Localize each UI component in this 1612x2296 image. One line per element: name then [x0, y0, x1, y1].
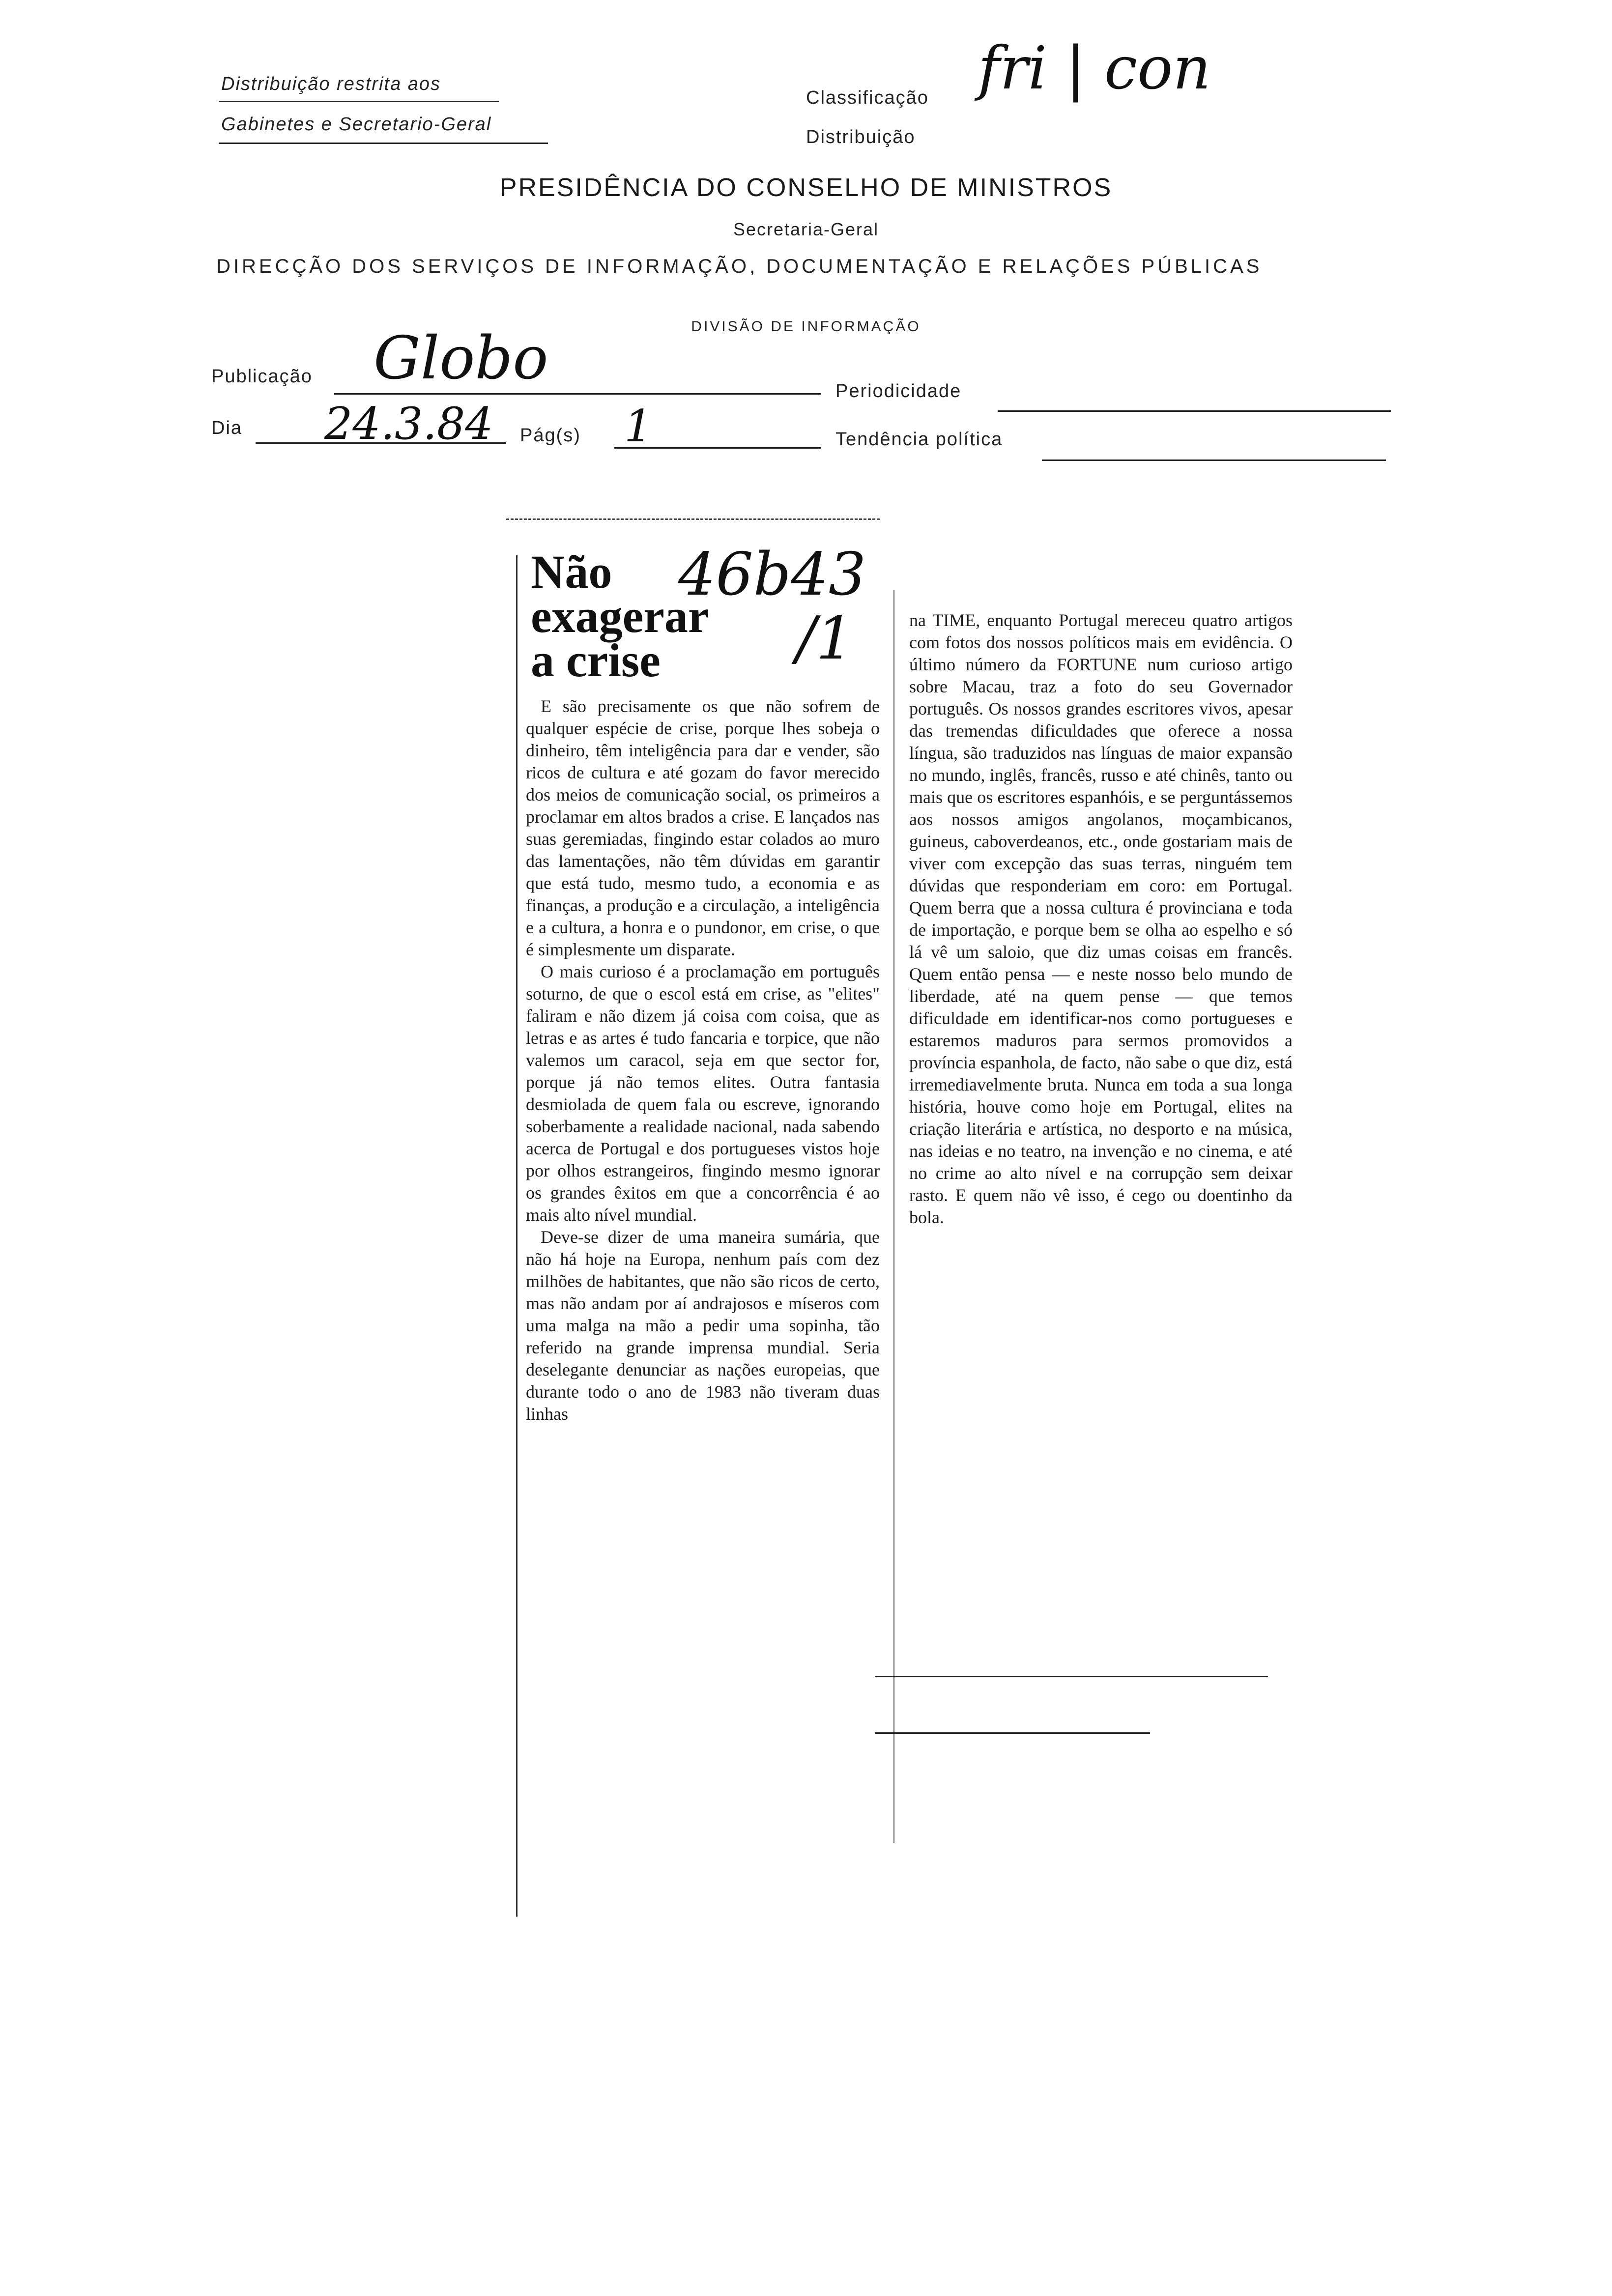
- clipping-bottom-rule: [875, 1732, 1150, 1734]
- article-column-2: [909, 609, 1293, 1229]
- dia-label: Dia: [211, 418, 243, 438]
- org-title: PRESIDÊNCIA DO CONSELHO DE MINISTROS: [499, 173, 1113, 202]
- publicacao-value: Globo: [374, 324, 548, 393]
- handwritten-annotation-top: fri | con: [978, 34, 1211, 103]
- headline-line-3: a crise: [531, 634, 661, 687]
- rule-restriction-1: [219, 101, 499, 102]
- handwritten-reference-2: /1: [796, 604, 854, 673]
- pags-rule: [614, 447, 821, 449]
- direccao-title: DIRECÇÃO DOS SERVIÇOS DE INFORMAÇÃO, DOCUMENTAÇÃO E RELAÇÕES PÚBLICAS: [216, 256, 1263, 277]
- publicacao-rule: [334, 393, 821, 395]
- underline-annotation: [875, 1676, 1268, 1677]
- restriction-line-2: Gabinetes e Secretario-Geral: [221, 114, 492, 135]
- secretaria-title: Secretaria-Geral: [733, 219, 879, 239]
- article-paragraph: E são precisamente os que não sofrem de qualquer espécie de crise, porque lhes sobeja o dinheiro, têm inteligência para dar e vender, são ricos de cultura e até gozam do favor merecido dos meios de comunicação social, os primeiros a proclamar em altos brados a crise. E lançados nas suas geremiadas, fingindo estar colados ao muro das lamentações, não têm dúvidas em garantir que está tudo, mesmo tudo, a economia e as finanças, a produção e a circulação, a inteligência e a cultura, a honra e o pundonor, em crise, o que é simplesmente um disparate.: [526, 696, 880, 959]
- headline-line-2: exagerar: [531, 590, 709, 642]
- periodicidade-label: Periodicidade: [835, 381, 962, 402]
- pags-label: Pág(s): [520, 425, 581, 446]
- periodicidade-rule: [998, 410, 1391, 412]
- dia-value: 24.3.84: [324, 398, 493, 450]
- clipping-left-edge: [516, 555, 518, 1917]
- distribuicao-label: Distribuição: [806, 127, 916, 147]
- restriction-line-1: Distribuição restrita aos: [221, 74, 441, 94]
- handwritten-reference: 46b43: [678, 541, 866, 609]
- column-divider: [893, 590, 894, 1843]
- classificacao-label: Classificação: [806, 87, 929, 108]
- article-paragraph: Deve-se dizer de uma maneira sumária, que não há hoje na Europa, nenhum país com dez milhões de habitantes, que não são ricos de certo, mas não andam por aí andrajosos e míseros com uma malga na mão a pedir uma sopinha, tão referido na grande imprensa mundial. Seria deselegante denunciar as nações europeias, que durante todo o ano de 1983 não tiveram duas linhas: [526, 1227, 880, 1424]
- tendencia-rule: [1042, 459, 1386, 461]
- pags-value: 1: [624, 401, 653, 452]
- rule-restriction-2: [219, 143, 548, 144]
- article-column-1: [526, 695, 880, 1425]
- article-paragraph: O mais curioso é a proclamação em português soturno, de que o escol está em crise, as "elites" faliram e não dizem já coisa com coisa, que as letras e as artes é tudo fancaria e torpice, que não valemos um caracol, seja em que sector for, porque já não temos elites. Outra fantasia desmiolada de quem fala ou escreve, ignorando soberbamente a realidade nacional, nada sabendo acerca de Portugal e dos portugueses vistos hoje por olhos estrangeiros, fingindo mesmo ignorar os grandes êxitos em que a concorrência é ao mais alto nível mundial.: [526, 962, 880, 1225]
- divisao-title: DIVISÃO DE INFORMAÇÃO: [691, 318, 921, 335]
- dia-rule: [256, 442, 506, 444]
- clipping-top-edge: [506, 518, 880, 520]
- tendencia-label: Tendência política: [835, 429, 1003, 450]
- publicacao-label: Publicação: [211, 366, 313, 387]
- article-paragraph: na TIME, enquanto Portugal mereceu quatro artigos com fotos dos nossos políticos mais em evidência. O último número da FORTUNE num curioso artigo sobre Macau, traz a foto do seu Governador português. Os nossos grandes escritores vivos, apesar das tremendas dificuldades que oferece a nossa língua, são traduzidos nas línguas de maior expansão no mundo, inglês, francês, russo e até chinês, tanto ou mais que os escritores espanhóis, e se perguntássemos aos nossos amigos angolanos, moçambicanos, guineus, caboverdeanos, etc., onde gostariam mais de viver com excepção das suas terras, ninguém tem dúvidas que responderiam em coro: em Portugal. Quem berra que a nossa cultura é provinciana e toda de importação, e porque bem se olha ao espelho e só lá vê um saloio, que diz umas coisas em francês. Quem então pensa — e neste nosso belo mundo de liberdade, até na quem pense — que temos dificuldade em identificar-nos como portugueses e estaremos maduros para sermos promovidos a província espanhola, de facto, não sabe o que diz, está irremediavelmente bruta. Nunca em toda a sua longa história, houve como hoje em Portugal, elites na criação literária e artística, no desporto e na música, nas ideias e no teatro, na invenção e no cinema, e até no crime ao alto nível e na corrupção sem deixar rasto. E quem não vê isso, é cego ou doentinho da bola.: [909, 610, 1293, 1227]
- headline-line-1: Não: [531, 545, 612, 598]
